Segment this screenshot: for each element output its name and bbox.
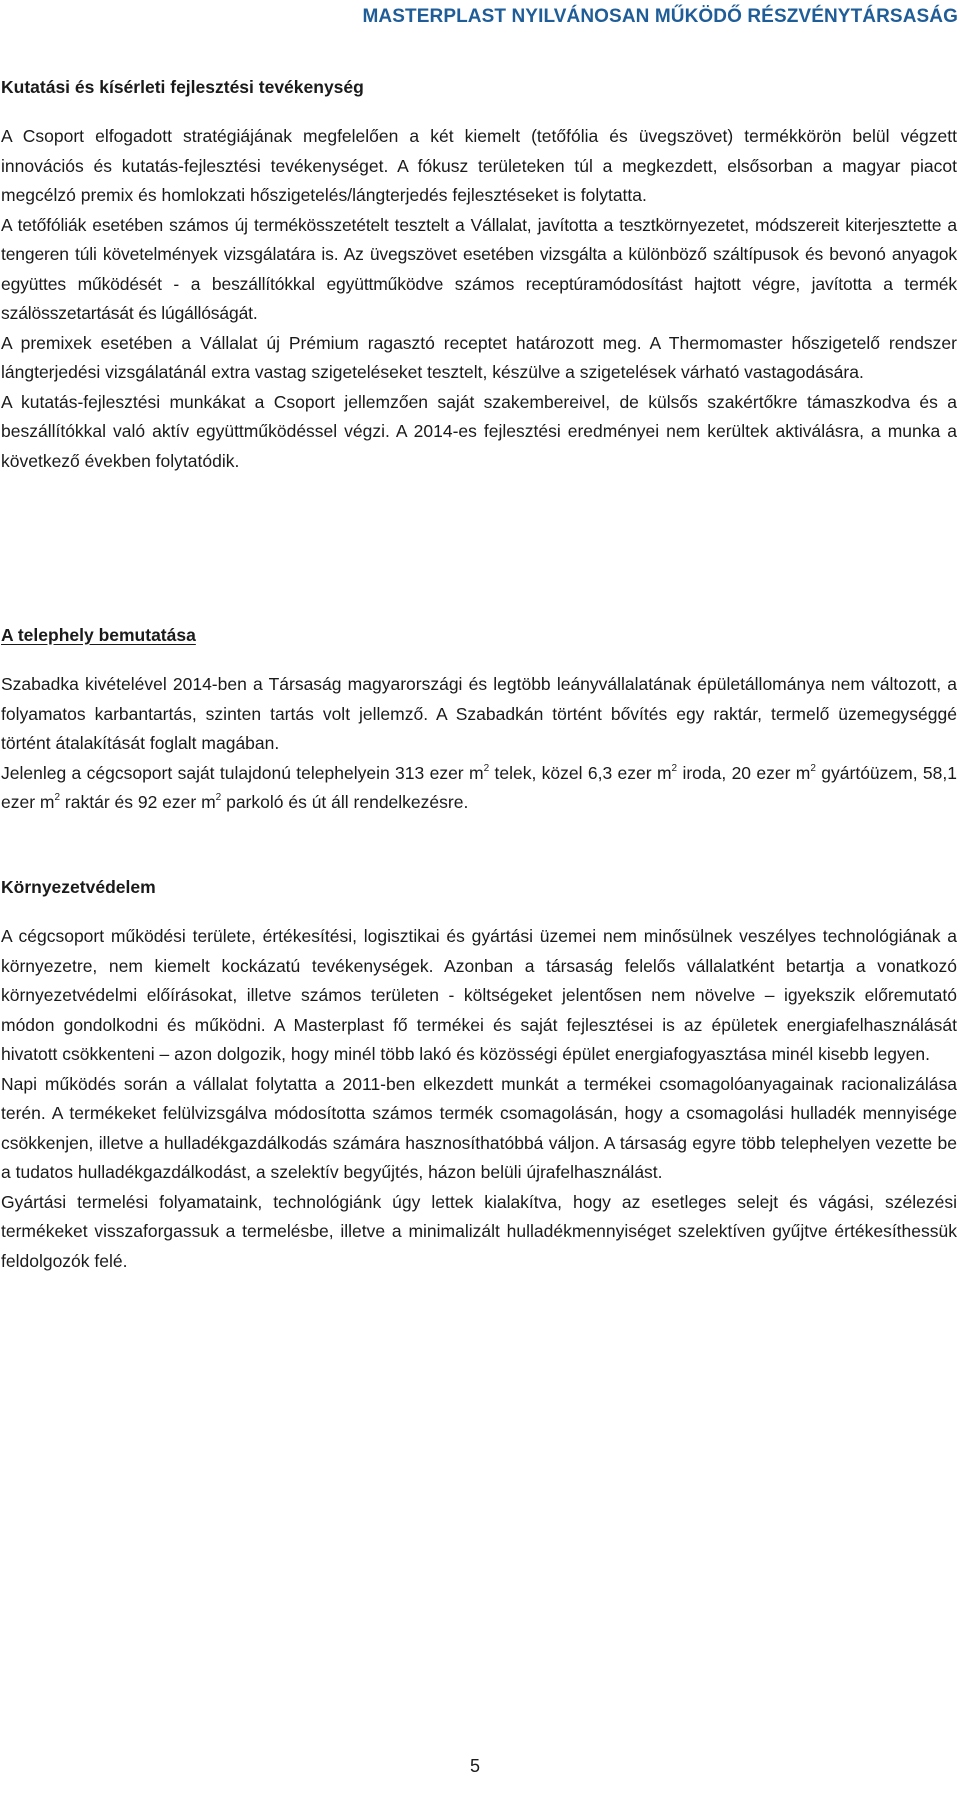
superscript: 2	[810, 762, 816, 774]
superscript: 2	[54, 792, 61, 804]
section-research	[1, 76, 957, 476]
text-run: telek, közel 6,3 ezer m	[489, 762, 672, 783]
paragraph: A Csoport elfogadott stratégiájának megfelelően a két kiemelt (tetőfólia és üvegszövet) termékkörön belül végzett innovációs és kutatás-fejlesztési tevékenységet. A fókusz területeken túl a megkezdett, elsősorban a magyar piacot megcélzó premix és homlokzati hőszigetelés/lángterjedés fejlesztéseket is folytatta.	[1, 126, 957, 205]
paragraph: A kutatás-fejlesztési munkákat a Csoport jellemzően saját szakembereivel, de külsős szakértőkre támaszkodva és a beszállítókkal való aktív együttműködéssel végzi. A 2014-es fejlesztési eredményei nem kerültek aktiválásra, a munka a következő években folytatódik.	[1, 391, 957, 471]
superscript: 2	[483, 762, 490, 774]
text-run: raktár és 92 ezer m	[60, 792, 216, 812]
paragraph: Napi működés során a vállalat folytatta a 2011-ben elkezdett munkát a termékei csomagolóanyagainak racionalizálása terén. A termékeket felülvizsgálva módosította számos termék csomagolásán, hogy a csomagolási hulladék mennyisége csökkenjen, illetve a hulladékgazdálkodás számára hasznosíthatóbbá váljon. A társaság egyre több telephelyen vezette be a tudatos hulladékgazdálkodást, a szelektív begyűjtés, házon belüli újrafelhasználást.	[1, 1073, 957, 1182]
superscript: 2	[671, 762, 678, 774]
text-run: iroda, 20 ezer m	[677, 762, 811, 783]
paragraph-site-areas	[1, 759, 957, 818]
running-header: MASTERPLAST NYILVÁNOSAN MŰKÖDŐ RÉSZVÉNYTÁRSASÁG	[362, 6, 958, 27]
paragraph: A tetőfóliák esetében számos új termékösszetételt tesztelt a Vállalat, javította a tesztkörnyezetet, módszereit kiterjesztette a tengeren túli követelmények vizsgálatára is. Az üvegszövet esetében vizsgálta a különböző száltípusok és bevonó anyagok együttes működését - a beszállítókkal együttműködve számos receptúramódosítást hajtott végre, javította a termék szálösszetartását és lúgállóságát.	[1, 214, 957, 323]
section-title-site: A telephely bemutatása	[1, 625, 196, 645]
section-title-research: Kutatási és kísérleti fejlesztési tevékenység	[1, 77, 364, 97]
paragraph: Szabadka kivételével 2014-ben a Társaság magyarországi és legtöbb leányvállalatának épületállománya nem változott, a folyamatos karbantartás, szinten tartás volt jellemző. A Szabadkán történt bővítés egy raktár, termelő üzemegységgé történt átalakítását foglalt magában.	[1, 674, 957, 753]
page-number: 5	[470, 1756, 481, 1776]
paragraph: Gyártási termelési folyamataink, technológiánk úgy lettek kialakítva, hogy az esetleges selejt és vágási, szélezési termékeket visszaforgassuk a termelésbe, illetve a minimalizált hulladékmennyiséget szelektíven gyűjtve értékesíthessük feldolgozók felé.	[1, 1191, 957, 1271]
text-run: gyártóüzem, 58,1 ezer m	[1, 762, 957, 812]
section-title-environment: Környezetvédelem	[1, 877, 156, 897]
paragraph: A cégcsoport működési területe, értékesítési, logisztikai és gyártási üzemei nem minősülnek veszélyes technológiának a környezetre, nem kiemelt kockázatú tevékenységek. Azonban a társaság felelős vállalatként betartja a vonatkozó környezetvédelmi előírásokat, illetve számos területen - költségeket jelentősen nem növelve – igyekszik előremutató módon gondolkodni és működni. A Masterplast fő termékei és saját fejlesztései is az épületek energiafelhasználását hivatott csökkenteni – azon dolgozik, hogy minél több lakó és közösségi épület energiafogyasztása minél kisebb legyen.	[1, 926, 957, 1064]
paragraph: A premixek esetében a Vállalat új Prémium ragasztó receptet határozott meg. A Thermomaster hőszigetelő rendszer lángterjedési vizsgálatánál extra vastag szigeteléseket tesztelt, készülve a szigetelések várható vastagodására.	[1, 332, 957, 382]
superscript: 2	[215, 792, 222, 804]
text-run: parkoló és út áll rendelkezésre.	[221, 792, 469, 812]
section-site	[1, 624, 957, 818]
section-environment	[1, 876, 957, 1276]
text-run: Jelenleg a cégcsoport saját tulajdonú telephelyein 313 ezer m	[1, 762, 484, 783]
